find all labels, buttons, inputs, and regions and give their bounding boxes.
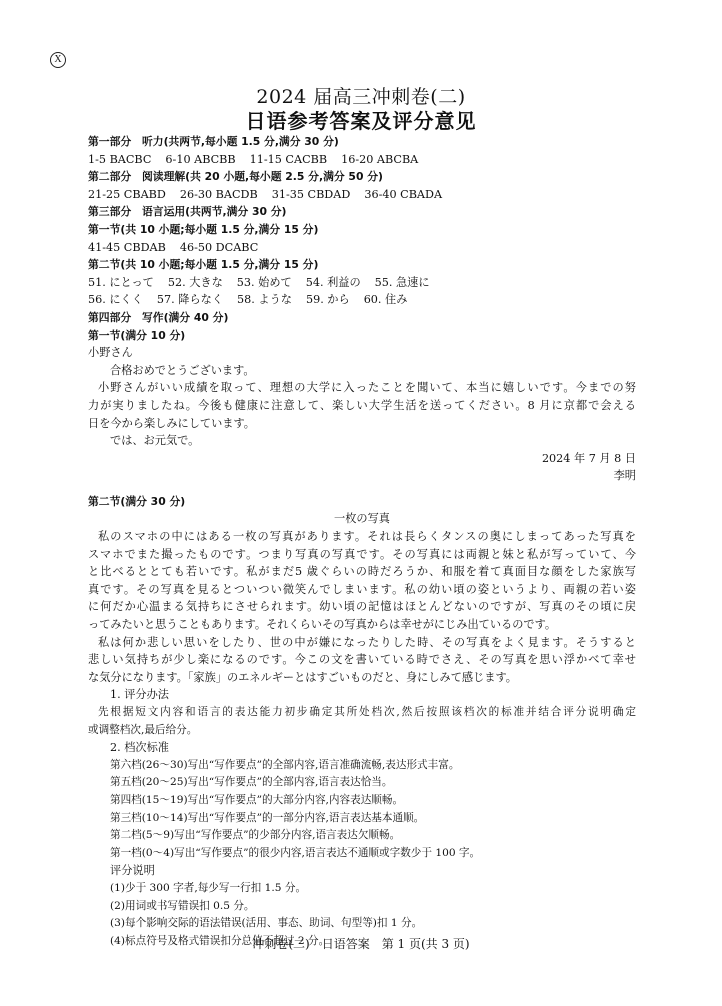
answer-group: 6-10 ABCBB (165, 152, 236, 166)
answer-group: 21-25 CBABD (88, 187, 166, 201)
part1-answers (88, 151, 636, 169)
essay-line: 悲しい気持ちが少し楽になるのです。今この文を書いている時でさえ、その写真を思い浮かべて幸せ (88, 653, 636, 667)
letter-salutation: 小野さん (88, 346, 133, 360)
scoring-note: (4)标点符号及格式错误扣分总值不超过 2 分。 (110, 934, 330, 947)
answer-item: 56. にくく (88, 293, 143, 307)
answer-item: 52. 大きな (167, 275, 223, 289)
part3-section2-heading: 第二节(共 10 小题;每小题 1.5 分,满分 15 分) (88, 258, 319, 272)
scoring-note: (1)少于 300 字者,每少写一行扣 1.5 分。 (110, 881, 307, 894)
part4-section1-heading: 第一节(满分 10 分) (88, 328, 186, 342)
answer-group: 11-15 CACBB (249, 152, 328, 166)
essay-line: な気分になります。「家族」のエネルギーとはすごいものだと、身にしみて感じます。 (88, 670, 517, 684)
answer-item: 58. ような (237, 293, 292, 307)
answer-item: 55. 急速に (374, 275, 430, 289)
essay-line: 私は何か悲しい思いをしたり、世の中が嫌になったりした時、その写真をよく見ます。そうすると (98, 635, 636, 649)
essay-line: と比べるととても若いです。私がまだ5 歳ぐらいの時だろうか、和服を着て真面目な顔をした家族写 (88, 565, 636, 579)
scoring-level: 第五档(20～25)写出“写作要点”的全部内容,语言表达恰当。 (110, 776, 393, 789)
scoring-method-title: 1. 评分办法 (110, 688, 169, 702)
answer-item: 59. から (305, 293, 350, 307)
part3-section2-row1 (88, 274, 636, 292)
part3-section2-row2 (88, 291, 636, 309)
scoring-notes-title: 评分说明 (110, 864, 155, 878)
scoring-note: (3)每个影响交际的语法错误(活用、事态、助词、句型等)扣 1 分。 (110, 917, 423, 930)
scoring-note: (2)用词或书写错误扣 0.5 分。 (110, 899, 255, 912)
letter-line: 日を今から楽しみにしています。 (88, 416, 255, 430)
part1-heading: 第一部分 听力(共两节,每小题 1.5 分,满分 30 分) (88, 135, 339, 148)
essay-line: ってみたいと思うこともあります。それくらいその写真からは幸せがにじみ出ているのです。 (88, 618, 557, 632)
scoring-level: 第四档(15～19)写出“写作要点”的大部分内容,内容表达顺畅。 (110, 793, 404, 806)
answer-group: 36-40 CBADA (364, 187, 443, 201)
letter-line: 合格おめでとうございます。 (110, 363, 255, 377)
answer-group: 41-45 CBDAB (88, 240, 166, 254)
answer-group: 16-20 ABCBA (341, 152, 419, 166)
answer-key-title: 日语参考答案及评分意见 (245, 109, 477, 133)
letter-signature: 李明 (613, 469, 636, 483)
scoring-level: 第一档(0～4)写出“写作要点”的很少内容,语言表达不通顺或字数少于 100 字。 (110, 846, 481, 859)
answer-item: 60. 住み (363, 293, 408, 307)
part3-section1-answers (88, 239, 636, 257)
part3-heading: 第三部分 语言运用(共两节,满分 30 分) (88, 205, 287, 219)
letter-line: 小野さんがいい成績を取って、理想の大学に入ったことを聞いて、本当に嬉しいです。今までの努 (98, 381, 636, 395)
answer-group: 1-5 BACBC (88, 152, 152, 166)
scoring-level: 第二档(5～9)写出“写作要点”的少部分内容,语言表达欠顺畅。 (110, 829, 401, 842)
exam-title: 2024 届高三冲刺卷(二) (256, 86, 466, 108)
answer-item: 57. 降らなく (156, 293, 224, 307)
letter-line: 力が実りましたね。今後も健康に注意して、楽しい大学生活を送ってください。8 月に京都で会える (88, 398, 636, 412)
essay-line: 真です。その写真を見るとついつい微笑んでしまいます。私の幼い頃の姿というより、両親の若い姿 (88, 582, 636, 596)
answer-item: 53. 始めて (236, 275, 292, 289)
answer-group: 26-30 BACDB (179, 187, 258, 201)
scoring-level: 第三档(10～14)写出“写作要点”的一部分内容,语言表达基本通顺。 (110, 811, 425, 824)
part3-section1-heading: 第一节(共 10 小题;每小题 1.5 分,满分 15 分) (88, 222, 319, 236)
part2-heading: 第二部分 阅读理解(共 20 小题,每小题 2.5 分,满分 50 分) (88, 170, 383, 184)
answer-item: 51. にとって (88, 275, 154, 289)
scoring-levels-title: 2. 档次标准 (110, 741, 169, 755)
scoring-level: 第六档(26～30)写出“写作要点”的全部内容,语言准确流畅,表达形式丰富。 (110, 758, 460, 771)
answer-group: 31-35 CBDAD (271, 187, 351, 201)
part2-answers (88, 186, 636, 204)
answer-item: 54. 利益の (305, 275, 361, 289)
scoring-method-line: 或调整档次,最后给分。 (88, 723, 198, 736)
scoring-method-line: 先根据短文内容和语言的表达能力初步确定其所处档次,然后按照该档次的标准并结合评分说明确定 (98, 706, 636, 718)
letter-date: 2024 年 7 月 8 日 (541, 451, 636, 465)
essay-line: スマホでまた撮ったものです。つまり写真の写真です。その写真には両親と妹と私が写っていて、今 (88, 547, 636, 561)
essay-line: 私のスマホの中にはある一枚の写真があります。それは長らくタンスの奥にしまってあった写真を (98, 530, 636, 544)
essay-line: に何だか心温まる気持ちにさせられます。幼い頃の記憶はほとんどないのですが、写真のその頃に戻 (88, 600, 636, 614)
page-footer: 冲刺卷(二) 日语答案 第 1 页(共 3 页) (252, 937, 470, 951)
letter-line: では、お元気で。 (110, 434, 200, 448)
answer-key-body (88, 133, 636, 950)
answer-group: 46-50 DCABC (179, 240, 259, 254)
corner-mark: X (50, 52, 66, 68)
part4-heading: 第四部分 写作(满分 40 分) (88, 310, 229, 324)
essay-title: 一枚の写真 (334, 512, 390, 526)
part4-section2-heading: 第二节(满分 30 分) (88, 494, 186, 508)
